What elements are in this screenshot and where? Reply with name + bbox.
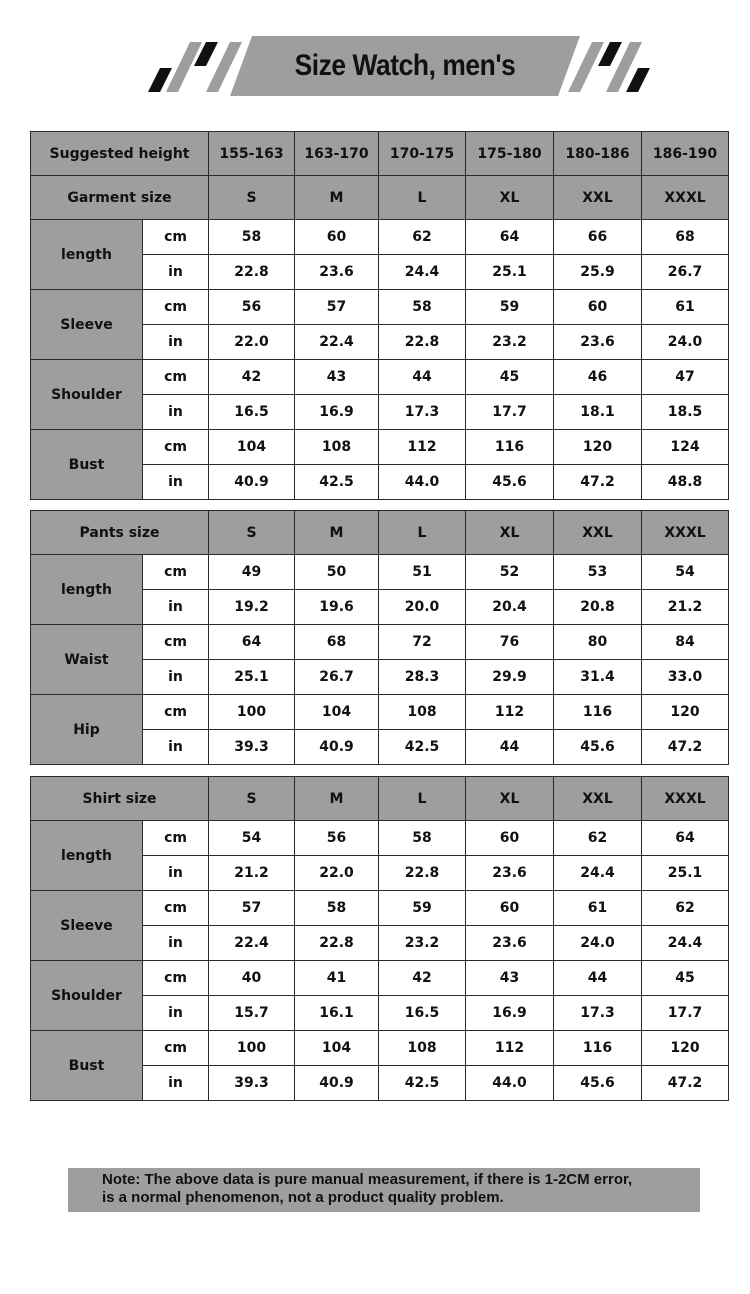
measurement-value: 46 (554, 360, 642, 395)
measurement-value: 17.7 (466, 395, 554, 430)
height-range: 170-175 (379, 132, 466, 176)
unit-label: in (143, 395, 209, 430)
measurement-value: 41 (295, 961, 379, 996)
measurement-value: 28.3 (379, 660, 466, 695)
measurement-value: 23.6 (295, 255, 379, 290)
height-range: 155-163 (209, 132, 295, 176)
measurement-value: 31.4 (554, 660, 642, 695)
measurement-value: 59 (466, 290, 554, 325)
measurement-value: 43 (295, 360, 379, 395)
measurement-value: 120 (642, 695, 729, 730)
size-code: S (209, 511, 295, 555)
measurement-value: 120 (642, 1031, 729, 1066)
measurement-value: 16.9 (466, 996, 554, 1031)
measurement-value: 84 (642, 625, 729, 660)
measurement-value: 108 (379, 695, 466, 730)
measurement-value: 39.3 (209, 1066, 295, 1101)
size-code: XXXL (642, 176, 729, 220)
measurement-value: 44.0 (466, 1066, 554, 1101)
measurement-value: 44.0 (379, 465, 466, 500)
shirt-size-table (30, 776, 729, 1101)
measurement-value: 24.0 (642, 325, 729, 360)
size-code: XXL (554, 176, 642, 220)
measurement-value: 45.6 (554, 1066, 642, 1101)
measurement-value: 50 (295, 555, 379, 590)
measurement-value: 56 (209, 290, 295, 325)
table-row (31, 220, 729, 255)
measurement-value: 47 (642, 360, 729, 395)
measurement-value: 21.2 (642, 590, 729, 625)
measurement-value: 42.5 (379, 1066, 466, 1101)
measurement-value: 62 (642, 891, 729, 926)
measurement-value: 112 (379, 430, 466, 465)
table-row (31, 290, 729, 325)
size-code: XXXL (642, 511, 729, 555)
measurement-value: 16.1 (295, 996, 379, 1031)
unit-label: cm (143, 961, 209, 996)
unit-label: cm (143, 1031, 209, 1066)
size-code: XXL (554, 511, 642, 555)
measurement-value: 18.5 (642, 395, 729, 430)
measurement-value: 104 (295, 1031, 379, 1066)
unit-label: cm (143, 430, 209, 465)
measurement-value: 29.9 (466, 660, 554, 695)
right-stripe-4 (626, 68, 650, 92)
measurement-value: 61 (554, 891, 642, 926)
measurement-value: 116 (554, 695, 642, 730)
measurement-value: 23.6 (466, 926, 554, 961)
table-row (31, 360, 729, 395)
size-label: Shirt size (31, 777, 209, 821)
size-label: Pants size (31, 511, 209, 555)
size-code: M (295, 511, 379, 555)
measurement-value: 24.0 (554, 926, 642, 961)
measurement-value: 25.1 (209, 660, 295, 695)
unit-label: cm (143, 360, 209, 395)
measurement-value: 40 (209, 961, 295, 996)
measurement-value: 54 (642, 555, 729, 590)
measurement-value: 60 (466, 821, 554, 856)
measurement-value: 68 (642, 220, 729, 255)
measurement-value: 23.2 (379, 926, 466, 961)
size-code: L (379, 777, 466, 821)
measurement-value: 60 (466, 891, 554, 926)
measurement-value: 40.9 (209, 465, 295, 500)
table-row (31, 891, 729, 926)
table-row (31, 821, 729, 856)
unit-label: in (143, 996, 209, 1031)
measurement-value: 44 (379, 360, 466, 395)
unit-label: cm (143, 695, 209, 730)
measurement-value: 59 (379, 891, 466, 926)
measurement-value: 22.8 (209, 255, 295, 290)
measurement-value: 108 (379, 1031, 466, 1066)
measurement-value: 24.4 (554, 856, 642, 891)
measurement-label: Shoulder (31, 360, 143, 430)
measurement-label: Sleeve (31, 891, 143, 961)
measurement-value: 120 (554, 430, 642, 465)
height-range: 163-170 (295, 132, 379, 176)
measurement-value: 23.2 (466, 325, 554, 360)
measurement-label: Sleeve (31, 290, 143, 360)
table-row (31, 1031, 729, 1066)
unit-label: cm (143, 220, 209, 255)
measurement-value: 104 (209, 430, 295, 465)
measurement-value: 72 (379, 625, 466, 660)
measurement-value: 52 (466, 555, 554, 590)
measurement-value: 16.9 (295, 395, 379, 430)
measurement-value: 20.0 (379, 590, 466, 625)
measurement-value: 76 (466, 625, 554, 660)
measurement-value: 40.9 (295, 730, 379, 765)
measurement-value: 62 (379, 220, 466, 255)
note-line-1: Note: The above data is pure manual measurement, if there is 1-2CM error, (102, 1171, 633, 1188)
measurement-value: 43 (466, 961, 554, 996)
measurement-value: 25.9 (554, 255, 642, 290)
measurement-value: 42.5 (379, 730, 466, 765)
measurement-value: 47.2 (642, 730, 729, 765)
measurement-value: 26.7 (642, 255, 729, 290)
size-code: S (209, 176, 295, 220)
measurement-value: 45 (466, 360, 554, 395)
measurement-label: length (31, 555, 143, 625)
measurement-value: 104 (295, 695, 379, 730)
measurement-note (68, 1168, 700, 1212)
unit-label: cm (143, 290, 209, 325)
measurement-value: 26.7 (295, 660, 379, 695)
measurement-value: 51 (379, 555, 466, 590)
measurement-value: 47.2 (554, 465, 642, 500)
measurement-value: 61 (642, 290, 729, 325)
measurement-value: 21.2 (209, 856, 295, 891)
measurement-label: length (31, 220, 143, 290)
measurement-value: 22.8 (295, 926, 379, 961)
measurement-value: 80 (554, 625, 642, 660)
measurement-value: 58 (379, 821, 466, 856)
unit-label: in (143, 1066, 209, 1101)
measurement-value: 57 (209, 891, 295, 926)
measurement-value: 20.4 (466, 590, 554, 625)
measurement-value: 58 (209, 220, 295, 255)
size-code: XXXL (642, 777, 729, 821)
measurement-value: 42 (209, 360, 295, 395)
measurement-value: 112 (466, 695, 554, 730)
measurement-value: 17.7 (642, 996, 729, 1031)
size-code: L (379, 511, 466, 555)
measurement-value: 24.4 (379, 255, 466, 290)
size-code: XL (466, 176, 554, 220)
size-header-row (31, 511, 729, 555)
measurement-value: 44 (466, 730, 554, 765)
measurement-value: 16.5 (379, 996, 466, 1031)
unit-label: cm (143, 555, 209, 590)
measurement-value: 20.8 (554, 590, 642, 625)
measurement-value: 19.6 (295, 590, 379, 625)
measurement-value: 17.3 (379, 395, 466, 430)
size-code: XL (466, 511, 554, 555)
unit-label: in (143, 926, 209, 961)
measurement-label: Shoulder (31, 961, 143, 1031)
unit-label: in (143, 325, 209, 360)
measurement-value: 40.9 (295, 1066, 379, 1101)
measurement-value: 100 (209, 695, 295, 730)
measurement-label: Bust (31, 1031, 143, 1101)
unit-label: in (143, 660, 209, 695)
measurement-value: 44 (554, 961, 642, 996)
height-row (31, 132, 729, 176)
measurement-value: 116 (466, 430, 554, 465)
measurement-value: 112 (466, 1031, 554, 1066)
measurement-value: 47.2 (642, 1066, 729, 1101)
pants-size-table (30, 510, 729, 765)
measurement-value: 45.6 (466, 465, 554, 500)
measurement-value: 108 (295, 430, 379, 465)
measurement-value: 22.4 (295, 325, 379, 360)
measurement-value: 64 (209, 625, 295, 660)
size-code: L (379, 176, 466, 220)
measurement-value: 42 (379, 961, 466, 996)
unit-label: cm (143, 821, 209, 856)
measurement-value: 22.0 (209, 325, 295, 360)
measurement-value: 18.1 (554, 395, 642, 430)
unit-label: cm (143, 625, 209, 660)
measurement-value: 39.3 (209, 730, 295, 765)
measurement-label: length (31, 821, 143, 891)
measurement-value: 23.6 (554, 325, 642, 360)
size-code: XL (466, 777, 554, 821)
table-row (31, 961, 729, 996)
table-row (31, 695, 729, 730)
measurement-value: 60 (295, 220, 379, 255)
measurement-value: 54 (209, 821, 295, 856)
size-header-row (31, 777, 729, 821)
measurement-value: 45.6 (554, 730, 642, 765)
measurement-value: 66 (554, 220, 642, 255)
page-title: Size Watch, men's (294, 49, 516, 82)
measurement-value: 19.2 (209, 590, 295, 625)
measurement-value: 22.8 (379, 325, 466, 360)
height-range: 175-180 (466, 132, 554, 176)
size-code: M (295, 777, 379, 821)
measurement-value: 57 (295, 290, 379, 325)
height-label: Suggested height (31, 132, 209, 176)
measurement-value: 116 (554, 1031, 642, 1066)
measurement-value: 23.6 (466, 856, 554, 891)
measurement-value: 33.0 (642, 660, 729, 695)
height-range: 186-190 (642, 132, 729, 176)
left-stripe-2 (166, 42, 202, 92)
measurement-value: 56 (295, 821, 379, 856)
measurement-value: 25.1 (642, 856, 729, 891)
unit-label: in (143, 730, 209, 765)
measurement-value: 22.4 (209, 926, 295, 961)
measurement-value: 49 (209, 555, 295, 590)
garment-size-table (30, 131, 729, 500)
measurement-value: 100 (209, 1031, 295, 1066)
unit-label: in (143, 856, 209, 891)
size-label: Garment size (31, 176, 209, 220)
measurement-value: 64 (642, 821, 729, 856)
measurement-value: 22.8 (379, 856, 466, 891)
size-code: S (209, 777, 295, 821)
measurement-value: 68 (295, 625, 379, 660)
measurement-value: 62 (554, 821, 642, 856)
measurement-value: 42.5 (295, 465, 379, 500)
unit-label: cm (143, 891, 209, 926)
measurement-value: 45 (642, 961, 729, 996)
note-line-2: is a normal phenomenon, not a product quality problem. (102, 1189, 504, 1206)
size-code: M (295, 176, 379, 220)
unit-label: in (143, 590, 209, 625)
measurement-value: 16.5 (209, 395, 295, 430)
measurement-value: 124 (642, 430, 729, 465)
measurement-value: 22.0 (295, 856, 379, 891)
table-row (31, 430, 729, 465)
measurement-value: 53 (554, 555, 642, 590)
measurement-value: 15.7 (209, 996, 295, 1031)
measurement-label: Hip (31, 695, 143, 765)
measurement-value: 25.1 (466, 255, 554, 290)
table-row (31, 625, 729, 660)
measurement-label: Waist (31, 625, 143, 695)
measurement-value: 58 (379, 290, 466, 325)
measurement-value: 48.8 (642, 465, 729, 500)
measurement-value: 58 (295, 891, 379, 926)
unit-label: in (143, 465, 209, 500)
size-code: XXL (554, 777, 642, 821)
measurement-label: Bust (31, 430, 143, 500)
measurement-value: 24.4 (642, 926, 729, 961)
measurement-value: 60 (554, 290, 642, 325)
unit-label: in (143, 255, 209, 290)
height-range: 180-186 (554, 132, 642, 176)
measurement-value: 64 (466, 220, 554, 255)
size-header-row (31, 176, 729, 220)
table-row (31, 555, 729, 590)
measurement-value: 17.3 (554, 996, 642, 1031)
